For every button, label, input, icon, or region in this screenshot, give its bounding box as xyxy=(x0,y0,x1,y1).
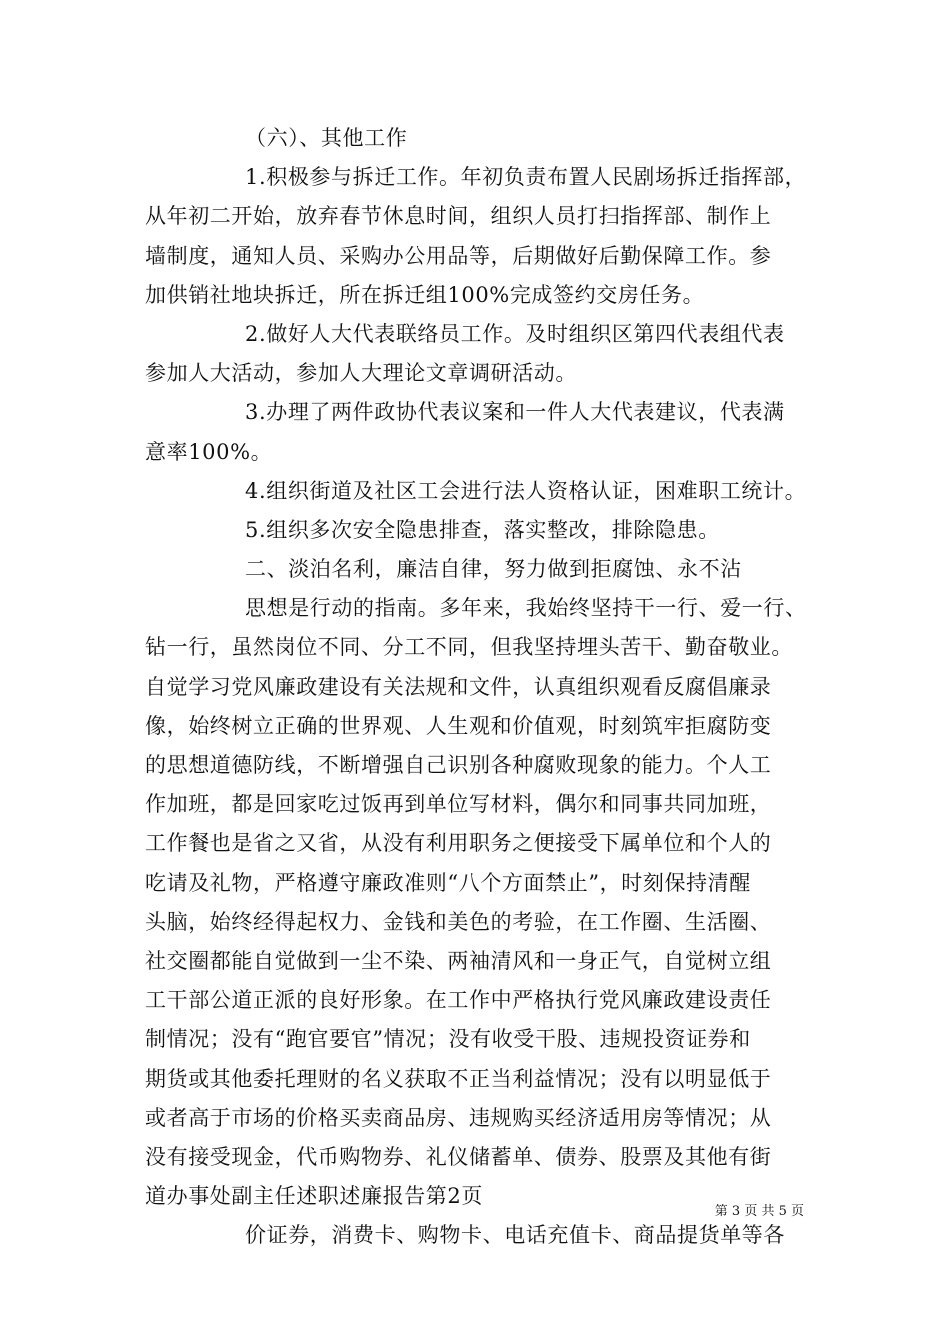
text-line: 的思想道德防线，不断增强自己识别各种腐败现象的能力。个人工 xyxy=(145,753,772,777)
text-line: 墙制度，通知人员、采购办公用品等，后期做好后勤保障工作。参 xyxy=(145,243,772,268)
text-line: 头脑，始终经得起权力、金钱和美色的考验，在工作圈、生活圈、 xyxy=(145,909,772,934)
text-line: （六）、其他工作 xyxy=(245,126,408,150)
text-line: 期货或其他委托理财的名义获取不正当利益情况；没有以明显低于 xyxy=(145,1066,772,1091)
text-line: 价证券，消费卡、购物卡、电话充值卡、商品提货单等各 xyxy=(245,1223,785,1248)
text-line: 工作餐也是省之又省，从没有利用职务之便接受下属单位和个人的 xyxy=(145,831,772,856)
text-line: 社交圈都能自觉做到一尘不染、两袖清风和一身正气，自觉树立组 xyxy=(145,948,772,973)
text-line: 2.做好人大代表联络员工作。及时组织区第四代表组代表 xyxy=(245,321,785,346)
text-line: 道办事处副主任述职述廉报告第2页 xyxy=(145,1184,483,1209)
text-line: 作加班，都是回家吃过饭再到单位写材料，偶尔和同事共同加班， xyxy=(145,792,772,817)
text-line: 思想是行动的指南。多年来，我始终坚持干一行、爱一行、 xyxy=(245,596,807,621)
text-line: 3.办理了两件政协代表议案和一件人大代表建议，代表满 xyxy=(245,400,785,425)
text-line: 自觉学习党风廉政建设有关法规和文件，认真组织观看反腐倡廉录 xyxy=(145,674,772,699)
page-number: 第 3 页 共 5 页 xyxy=(714,1204,804,1219)
text-line: 或者高于市场的价格买卖商品房、违规购买经济适用房等情况；从 xyxy=(145,1105,772,1130)
text-line: 工干部公道正派的良好形象。在工作中严格执行党风廉政建设责任 xyxy=(145,988,772,1013)
text-line: 钻一行，虽然岗位不同、分工不同，但我坚持埋头苦干、勤奋敬业。 xyxy=(145,635,793,660)
text-line: 4.组织街道及社区工会进行法人资格认证，困难职工统计。 xyxy=(245,478,807,503)
text-line: 意率100%。 xyxy=(145,439,273,464)
text-line: 从年初二开始，放弃春节休息时间，组织人员打扫指挥部、制作上 xyxy=(145,204,772,229)
text-line: 1.积极参与拆迁工作。年初负责布置人民剧场拆迁指挥部， xyxy=(245,165,807,190)
text-line: 加供销社地块拆迁，所在拆迁组100%完成签约交房任务。 xyxy=(145,282,705,307)
text-line: 没有接受现金，代币购物券、礼仪储蓄单、债券、股票及其他有街 xyxy=(145,1144,772,1169)
text-line: 吃请及礼物，严格遵守廉政准则“八个方面禁止”，时刻保持清醒 xyxy=(145,870,751,895)
body-text xyxy=(145,119,817,1255)
text-line: 二、淡泊名利，廉洁自律，努力做到拒腐蚀、永不沾 xyxy=(245,557,742,582)
text-line: 5.组织多次安全隐患排查，落实整改，排除隐患。 xyxy=(245,517,720,542)
text-line: 参加人大活动，参加人大理论文章调研活动。 xyxy=(145,361,577,386)
text-line: 制情况；没有“跑官要官”情况；没有收受干股、违规投资证券和 xyxy=(145,1027,751,1052)
text-line: 像，始终树立正确的世界观、人生观和价值观，时刻筑牢拒腐防变 xyxy=(145,713,772,738)
